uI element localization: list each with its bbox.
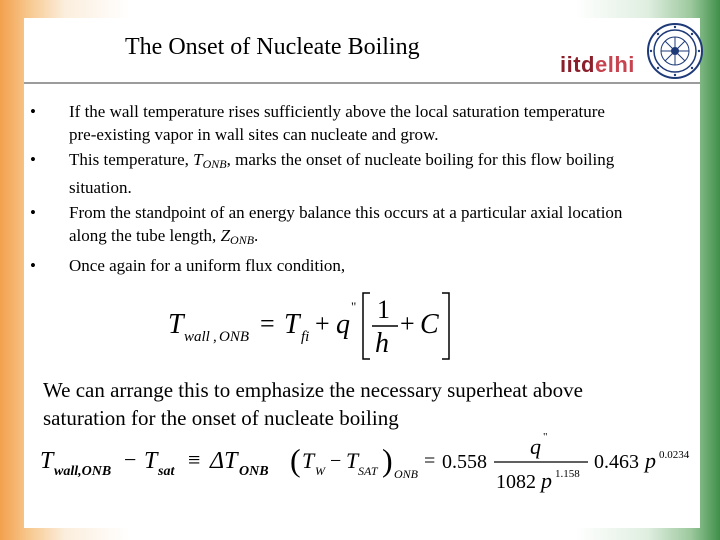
svg-text:W: W <box>315 464 325 478</box>
svg-text:wall: wall <box>184 329 210 345</box>
svg-text:ONB: ONB <box>239 464 269 479</box>
svg-text:=: = <box>424 450 436 472</box>
bullet-item: • If the wall temperature rises sufficiently above the local saturation temperature pre-existing vapor in wall sites can nucleate and grow. <box>26 100 626 146</box>
superheat-paragraph: We can arrange this to emphasize the necessary superheat above saturation for the onset of nucleate boiling <box>43 378 583 430</box>
svg-text:h: h <box>375 328 389 359</box>
iitd-logo-text: iitdelhi <box>560 52 635 77</box>
svg-text:T: T <box>346 448 359 473</box>
svg-text:,: , <box>213 329 217 345</box>
svg-text:): ) <box>382 442 393 478</box>
svg-text:1082: 1082 <box>496 471 536 493</box>
svg-text:=: = <box>260 309 275 338</box>
svg-text:0.0234: 0.0234 <box>659 449 690 461</box>
svg-text:C: C <box>420 309 439 340</box>
svg-text:T: T <box>144 448 158 474</box>
svg-text:(: ( <box>290 442 301 478</box>
svg-text:1.158: 1.158 <box>555 468 580 480</box>
svg-text:+: + <box>400 309 415 338</box>
svg-text:+: + <box>315 309 330 338</box>
svg-text:q: q <box>336 309 350 340</box>
svg-text:T: T <box>302 448 315 473</box>
svg-text:T: T <box>284 309 300 340</box>
title-divider <box>24 82 700 84</box>
superheat-correlation-equation <box>38 432 703 502</box>
svg-text:ONB: ONB <box>219 329 249 345</box>
svg-text:T: T <box>168 309 184 340</box>
bullet-item: • From the standpoint of an energy balance this occurs at a particular axial location along the tube length, $Z_{ONB}$. <box>26 201 626 252</box>
svg-text:−: − <box>124 447 137 472</box>
iitd-seal-icon <box>646 22 704 80</box>
svg-text:1: 1 <box>377 295 390 324</box>
svg-text:sat: sat <box>158 464 175 479</box>
svg-text:": " <box>543 432 548 443</box>
svg-text:T: T <box>40 448 54 474</box>
svg-text:fi: fi <box>301 329 310 345</box>
svg-text:SAT: SAT <box>358 464 378 478</box>
svg-text:q: q <box>530 434 541 459</box>
svg-text:p: p <box>645 448 656 473</box>
bullet-list <box>26 100 626 279</box>
bullet-item: • Once again for a uniform flux condition, <box>26 254 626 277</box>
svg-text:−: − <box>330 450 342 472</box>
svg-text:0.558: 0.558 <box>442 451 487 473</box>
svg-text:ΔT: ΔT <box>210 448 238 474</box>
bullet-item: • This temperature, $T_{ONB}$, marks the onset of nucleate boiling for this flow boiling situation. <box>26 148 626 199</box>
svg-text:0.463: 0.463 <box>594 451 639 473</box>
wall-temperature-equation <box>160 285 460 365</box>
svg-text:p: p <box>541 468 552 493</box>
svg-text:≡: ≡ <box>188 447 201 472</box>
svg-text:wall,ONB: wall,ONB <box>54 464 112 479</box>
slide-title: The Onset of Nucleate Boiling <box>125 34 420 60</box>
svg-text:ONB: ONB <box>394 467 418 481</box>
svg-text:": " <box>351 299 357 314</box>
